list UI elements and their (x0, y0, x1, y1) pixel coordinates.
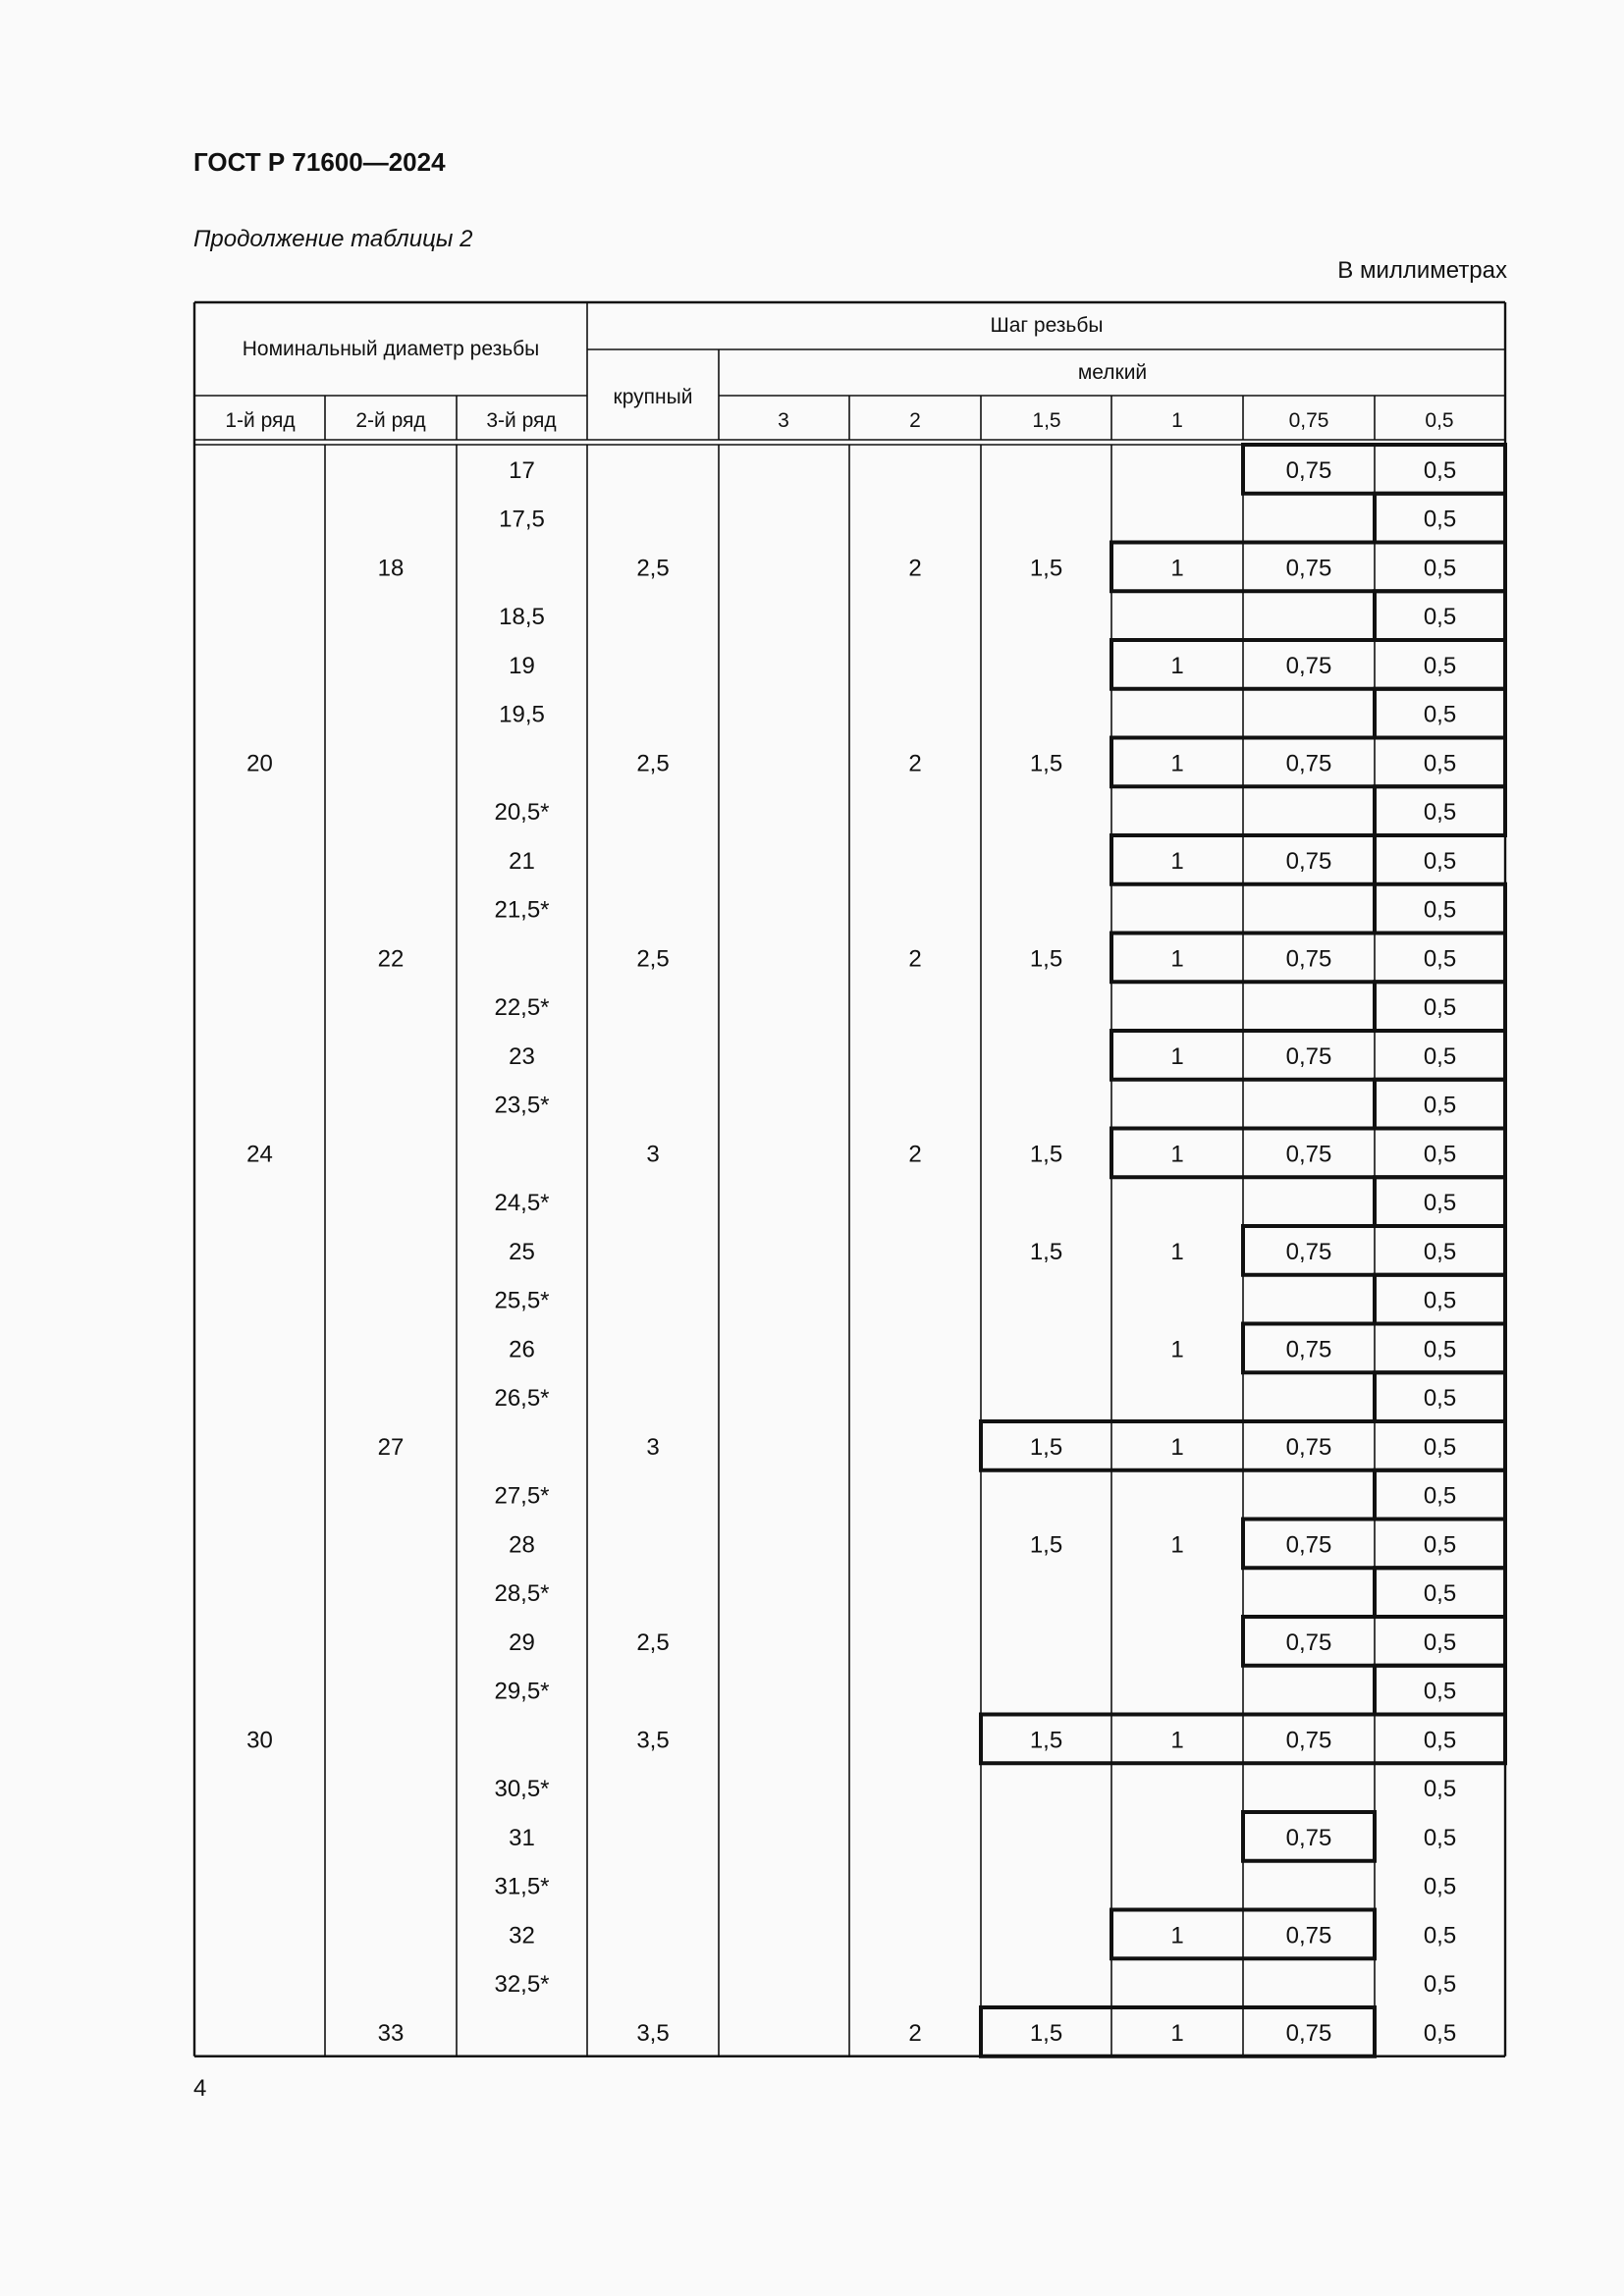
table-cell: 1 (1170, 1433, 1184, 1461)
table-cell: 0,75 (1285, 1433, 1332, 1461)
table-cell: 0,5 (1423, 1482, 1457, 1510)
table-cell: 0,75 (1285, 1141, 1332, 1168)
table-cell: 0,5 (1423, 1922, 1457, 1949)
table-cell: 22,5* (494, 994, 550, 1022)
table-cell: 2 (908, 555, 922, 582)
table-cell: 0,5 (1423, 1531, 1457, 1559)
table-cell: 1 (1170, 555, 1184, 582)
table-cell: 1,5 (1029, 1727, 1063, 1754)
table-cell: 0,75 (1285, 847, 1332, 875)
table-cell: 2 (908, 1141, 922, 1168)
table-cell: 0,5 (1423, 1287, 1457, 1314)
table-cell: 30,5* (494, 1776, 550, 1803)
table-cell: 30 (246, 1727, 273, 1754)
table-cell: 2 (908, 750, 922, 777)
table-cell: 0,75 (1285, 1531, 1332, 1559)
table-cell: 1 (1170, 1141, 1184, 1168)
table-cell: 0,5 (1423, 1580, 1457, 1608)
header-fine-pitch: 1,5 (1032, 409, 1061, 432)
table-cell: 1 (1170, 847, 1184, 875)
table-cell: 2 (908, 945, 922, 973)
header-fine-pitch: 0,75 (1288, 409, 1329, 432)
table-cell: 31 (509, 1824, 535, 1851)
table-cell: 18 (377, 555, 405, 582)
table-cell: 1,5 (1029, 1238, 1063, 1265)
table-cell: 25 (509, 1238, 535, 1265)
table-cell: 0,75 (1285, 750, 1332, 777)
table-cell: 1,5 (1029, 1531, 1063, 1559)
table-cell: 1 (1170, 1238, 1184, 1265)
table-cell: 1,5 (1029, 1141, 1063, 1168)
table-cell: 2,5 (636, 555, 670, 582)
table-cell: 1,5 (1029, 2019, 1063, 2047)
table-cell: 0,5 (1423, 1971, 1457, 1999)
table-cell: 0,5 (1423, 994, 1457, 1022)
table-cell: 0,75 (1285, 1336, 1332, 1363)
table-cell: 0,75 (1285, 1922, 1332, 1949)
table-cell: 3 (646, 1433, 660, 1461)
table-cell: 2,5 (636, 750, 670, 777)
table-cell: 0,5 (1423, 750, 1457, 777)
table-cell: 0,5 (1423, 1238, 1457, 1265)
table-cell: 1 (1170, 652, 1184, 679)
table-cell: 2 (908, 2019, 922, 2047)
table-cell: 1 (1170, 1531, 1184, 1559)
table-cell: 29,5* (494, 1678, 550, 1705)
table-cell: 1 (1170, 1727, 1184, 1754)
table-cell: 1,5 (1029, 750, 1063, 777)
table-cell: 17 (509, 456, 535, 484)
header-nominal-diameter: Номинальный диаметр резьбы (242, 338, 540, 360)
table-cell: 20,5* (494, 799, 550, 827)
table-cell: 17,5 (499, 506, 545, 533)
table-cell: 0,5 (1423, 799, 1457, 827)
table-cell: 0,5 (1423, 1190, 1457, 1217)
header-fine-pitch: 3 (778, 409, 789, 432)
table-cell: 22 (377, 945, 405, 973)
table-cell: 0,75 (1285, 1824, 1332, 1851)
table-cell: 32,5* (494, 1971, 550, 1999)
table-cell: 0,5 (1423, 604, 1457, 631)
table-cell: 0,5 (1423, 1385, 1457, 1413)
table-cell: 21 (509, 847, 535, 875)
units-note: В миллиметрах (1337, 257, 1507, 284)
table-cell: 0,5 (1423, 506, 1457, 533)
header-fine-pitch: 0,5 (1425, 409, 1454, 432)
table-cell: 25,5* (494, 1287, 550, 1314)
table-cell: 1 (1170, 1336, 1184, 1363)
table-cell: 27,5* (494, 1482, 550, 1510)
table-cell: 33 (377, 2019, 405, 2047)
table-cell: 23 (509, 1042, 535, 1070)
table-cell: 18,5 (499, 604, 545, 631)
table-cell: 0,5 (1423, 1042, 1457, 1070)
table-cell: 0,5 (1423, 1336, 1457, 1363)
table-cell: 0,75 (1285, 1042, 1332, 1070)
table-cell: 1 (1170, 945, 1184, 973)
table-cell: 0,5 (1423, 1727, 1457, 1754)
table-cell: 19 (509, 652, 535, 679)
table-cell: 0,75 (1285, 1629, 1332, 1656)
table-cell: 3,5 (636, 2019, 670, 2047)
table-caption: Продолжение таблицы 2 (193, 226, 473, 252)
table-cell: 0,5 (1423, 1776, 1457, 1803)
table-cell: 0,75 (1285, 945, 1332, 973)
header-thread-pitch: Шаг резьбы (990, 314, 1104, 337)
table-cell: 31,5* (494, 1873, 550, 1900)
table-cell: 26 (509, 1336, 535, 1363)
table-cell: 0,75 (1285, 2019, 1332, 2047)
header-fine: мелкий (1077, 361, 1148, 384)
table-cell: 0,5 (1423, 896, 1457, 924)
table-cell: 0,75 (1285, 1238, 1332, 1265)
header-fine-pitch: 1 (1171, 409, 1183, 432)
table-cell: 28 (509, 1531, 535, 1559)
table-cell: 21,5* (494, 896, 550, 924)
header-row-2: 2-й ряд (355, 409, 426, 432)
table-cell: 32 (509, 1922, 535, 1949)
table-cell: 0,5 (1423, 1824, 1457, 1851)
table-cell: 0,5 (1423, 1433, 1457, 1461)
page-number: 4 (193, 2075, 207, 2102)
table-cell: 1 (1170, 1042, 1184, 1070)
header-row-3: 3-й ряд (486, 409, 557, 432)
table-cell: 0,5 (1423, 1629, 1457, 1656)
header-coarse: крупный (613, 386, 693, 408)
table-cell: 28,5* (494, 1580, 550, 1608)
table-cell: 3 (646, 1141, 660, 1168)
table-cell: 26,5* (494, 1385, 550, 1413)
table-cell: 0,75 (1285, 456, 1332, 484)
table-cell: 2,5 (636, 945, 670, 973)
table-cell: 0,5 (1423, 456, 1457, 484)
table-cell: 1,5 (1029, 555, 1063, 582)
table-cell: 1,5 (1029, 1433, 1063, 1461)
table-cell: 1 (1170, 1922, 1184, 1949)
table-cell: 1,5 (1029, 945, 1063, 973)
table-cell: 0,75 (1285, 1727, 1332, 1754)
table-cell: 1 (1170, 750, 1184, 777)
table-cell: 20 (246, 750, 273, 777)
table-cell: 3,5 (636, 1727, 670, 1754)
table-cell: 0,5 (1423, 1092, 1457, 1119)
table-cell: 19,5 (499, 701, 545, 728)
table-cell: 24,5* (494, 1190, 550, 1217)
table-cell: 0,5 (1423, 1678, 1457, 1705)
table-cell: 0,5 (1423, 652, 1457, 679)
table-cell: 0,5 (1423, 2019, 1457, 2047)
table-cell: 24 (246, 1141, 273, 1168)
table-cell: 0,5 (1423, 847, 1457, 875)
header-fine-pitch: 2 (909, 409, 921, 432)
table-cell: 1 (1170, 2019, 1184, 2047)
table-cell: 29 (509, 1629, 535, 1656)
header-row-1: 1-й ряд (225, 409, 296, 432)
table-cell: 2,5 (636, 1629, 670, 1656)
document-title: ГОСТ Р 71600—2024 (193, 147, 446, 177)
table-cell: 0,5 (1423, 1873, 1457, 1900)
table-cell: 23,5* (494, 1092, 550, 1119)
table-cell: 0,5 (1423, 945, 1457, 973)
table-cell: 0,5 (1423, 701, 1457, 728)
table-cell: 0,5 (1423, 555, 1457, 582)
table-cell: 0,5 (1423, 1141, 1457, 1168)
table-cell: 0,75 (1285, 555, 1332, 582)
table-cell: 27 (377, 1433, 405, 1461)
table-cell: 0,75 (1285, 652, 1332, 679)
